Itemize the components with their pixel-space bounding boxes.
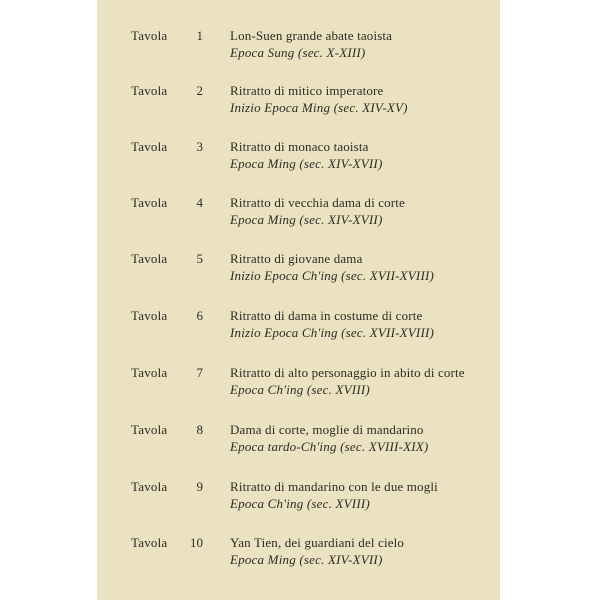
plate-number: 8 bbox=[196, 422, 203, 437]
plate-label: Tavola bbox=[131, 195, 168, 210]
plate-number: 1 bbox=[196, 28, 203, 43]
plate-label: Tavola bbox=[131, 422, 168, 437]
plate-number: 4 bbox=[196, 195, 203, 210]
plate-period: Epoca Ming (sec. XIV-XVII) bbox=[230, 212, 383, 227]
plate-entry bbox=[97, 139, 500, 185]
plate-entry bbox=[97, 195, 500, 241]
plate-period: Epoca Ch'ing (sec. XVIII) bbox=[230, 382, 370, 397]
plate-period: Epoca tardo-Ch'ing (sec. XVIII-XIX) bbox=[230, 439, 429, 454]
plate-period: Inizio Epoca Ming (sec. XIV-XV) bbox=[230, 100, 408, 115]
plate-label: Tavola bbox=[131, 83, 168, 98]
plate-number: 3 bbox=[196, 139, 203, 154]
plate-title: Ritratto di mandarino con le due mogli bbox=[230, 479, 438, 494]
plate-number: 6 bbox=[196, 308, 203, 323]
plate-label: Tavola bbox=[131, 139, 168, 154]
plates-list-page bbox=[97, 0, 500, 600]
plate-entry bbox=[97, 83, 500, 129]
plate-number: 9 bbox=[196, 479, 203, 494]
plate-title: Ritratto di mitico imperatore bbox=[230, 83, 384, 98]
plate-label: Tavola bbox=[131, 535, 168, 550]
plate-entry bbox=[97, 308, 500, 354]
plate-label: Tavola bbox=[131, 251, 168, 266]
plate-entry bbox=[97, 28, 500, 74]
plate-period: Epoca Ming (sec. XIV-XVII) bbox=[230, 156, 383, 171]
plate-period: Epoca Ming (sec. XIV-XVII) bbox=[230, 552, 383, 567]
plate-number: 2 bbox=[196, 83, 203, 98]
plate-title: Ritratto di monaco taoista bbox=[230, 139, 369, 154]
plate-entry bbox=[97, 251, 500, 297]
plate-entry bbox=[97, 365, 500, 411]
plate-label: Tavola bbox=[131, 365, 168, 380]
plate-title: Ritratto di giovane dama bbox=[230, 251, 363, 266]
plate-title: Ritratto di alto personaggio in abito di corte bbox=[230, 365, 465, 380]
plate-title: Lon-Suen grande abate taoista bbox=[230, 28, 393, 43]
plate-label: Tavola bbox=[131, 28, 168, 43]
plate-period: Inizio Epoca Ch'ing (sec. XVII-XVIII) bbox=[230, 268, 435, 283]
plate-title: Ritratto di vecchia dama di corte bbox=[230, 195, 405, 210]
plate-entry bbox=[97, 479, 500, 525]
plate-period: Epoca Ch'ing (sec. XVIII) bbox=[230, 496, 370, 511]
plate-label: Tavola bbox=[131, 479, 168, 494]
plate-entry bbox=[97, 422, 500, 468]
plate-title: Ritratto di dama in costume di corte bbox=[230, 308, 423, 323]
plate-entry bbox=[97, 535, 500, 581]
plate-title: Dama di corte, moglie di mandarino bbox=[230, 422, 424, 437]
plate-number: 10 bbox=[190, 535, 203, 550]
plate-period: Inizio Epoca Ch'ing (sec. XVII-XVIII) bbox=[230, 325, 435, 340]
plate-title: Yan Tien, dei guardiani del cielo bbox=[230, 535, 405, 550]
plate-number: 7 bbox=[196, 365, 203, 380]
plate-number: 5 bbox=[196, 251, 203, 266]
plate-label: Tavola bbox=[131, 308, 168, 323]
plate-period: Epoca Sung (sec. X-XIII) bbox=[230, 45, 366, 60]
